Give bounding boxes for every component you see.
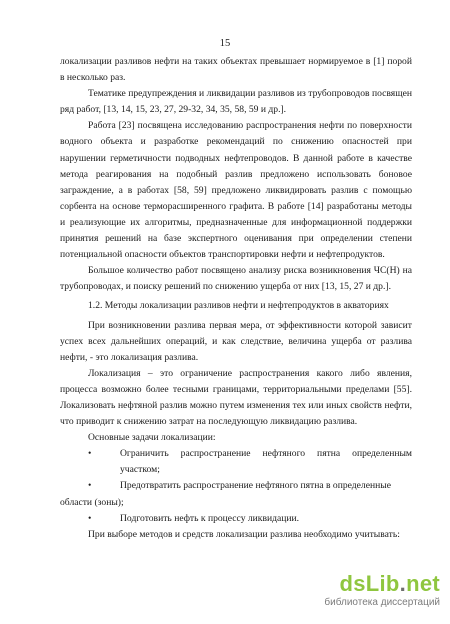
- list-item-text: Предотвратить распространение нефтяного пятна в определенные: [120, 480, 391, 492]
- document-body: [60, 54, 412, 543]
- paragraph-first-measure: При возникновении разлива первая мера, от эффективности которой зависит успех всех дальнейших операций, и как следствие, величина ущерба от разлива нефти, - это локализация разлива.: [60, 319, 412, 363]
- paragraph-work-23: Работа [23] посвящена исследованию распространения нефти по поверхности водного объекта и разработке рекомендаций по снижению опасностей при нарушении герметичности подводных нефтепроводов. В данной работе в качестве метода реагирования на подобный разлив предложено использовать боновое заграждение, а в работах [58, 59] предложено ликвидировать разлив с помощью сорбента на основе терморасширенного графита. В работе [14] разработаны методы и реализующие их алгоритмы, предназначенные для информационной поддержки принятия решений на базе экспертного оценивания при определении степени потенциальной опасности объектов транспортировки нефти и нефтепродуктов.: [60, 120, 412, 261]
- paragraph-closing: При выборе методов и средств локализации разлива необходимо учитывать:: [88, 528, 400, 540]
- bullet-icon: •: [88, 480, 92, 492]
- list-item-text: Ограничить распространение нефтяного пятна определенным участком;: [120, 448, 412, 476]
- page-number: 15: [219, 38, 231, 49]
- watermark-logo: dsLib.net: [339, 571, 440, 596]
- watermark-tagline: библиотека диссертаций: [324, 597, 440, 608]
- paragraph-risk-analysis: Большое количество работ посвящено анализу риска возникновения ЧС(Н) на трубопроводах, и поиску решений по снижению ущерба от них [13, 15, 27 и др.].: [60, 265, 412, 293]
- bullet-icon: •: [88, 512, 92, 524]
- list-item: [60, 511, 412, 527]
- paragraph-continued: локализации разливов нефти на таких объектах превышает нормируемое в [1] порой в несколько раз.: [60, 56, 412, 84]
- list-item-continuation: области (зоны);: [60, 496, 124, 508]
- paragraph-pipelines: Тематике предупреждения и ликвидации разливов из трубопроводов посвящен ряд работ, [13, 14, 15, 23, 27, 29-32, 34, 35, 58, 59 и др.].: [60, 88, 412, 116]
- list-item-text: Подготовить нефть к процессу ликвидации.: [120, 512, 300, 524]
- bullet-icon: •: [88, 448, 92, 460]
- paragraph-main-tasks: Основные задачи локализации:: [88, 432, 216, 444]
- paragraph-localization-definition: Локализация – это ограничение распространения какого либо явления, процесса возможно более тесными границами, территориальными пределами [55]. Локализовать нефтяной разлив можно путем изменения тех или иных свойств нефти, что приводит к снижению затрат на последующую ликвидацию разлива.: [60, 367, 412, 428]
- section-heading: 1.2. Методы локализации разливов нефти и нефтепродуктов в акваториях: [88, 300, 389, 312]
- watermark: [290, 572, 440, 616]
- list-item: [60, 446, 412, 478]
- list-item: [60, 478, 412, 494]
